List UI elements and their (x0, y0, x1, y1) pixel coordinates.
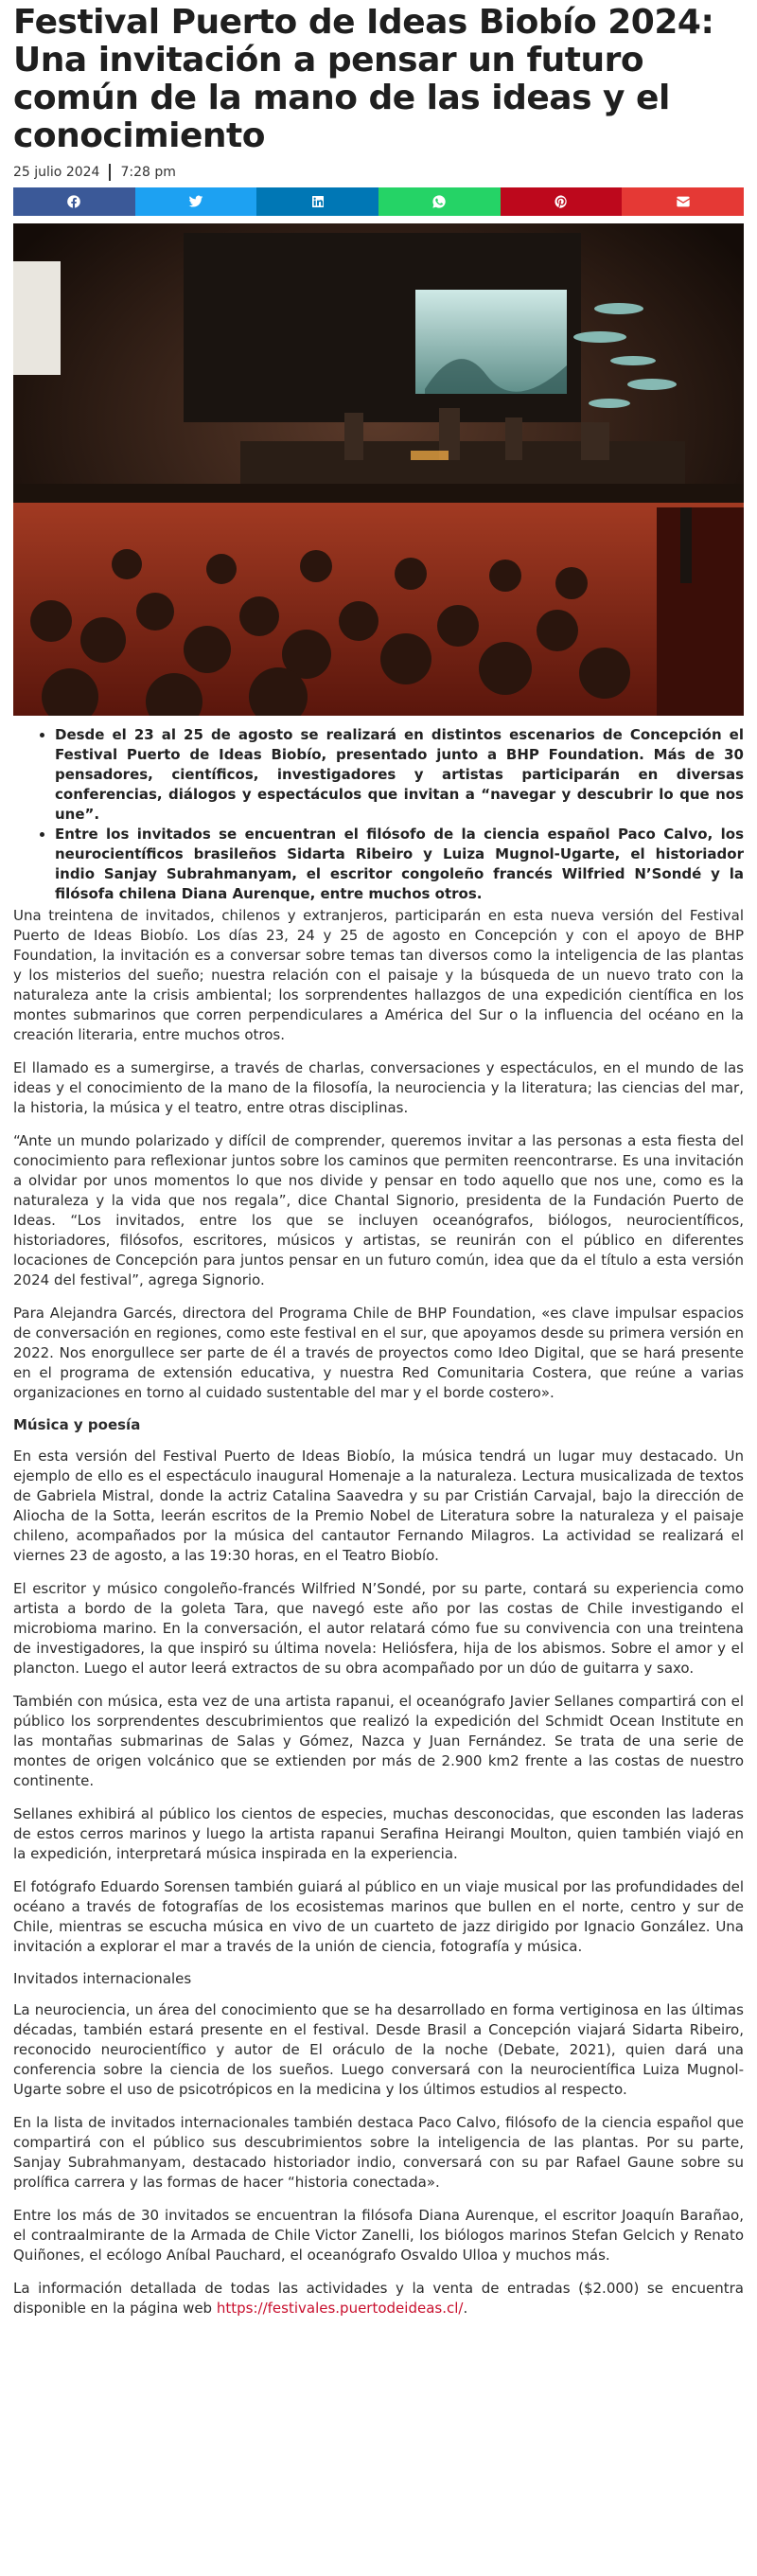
facebook-icon (66, 194, 81, 209)
info-text-end: . (463, 2300, 468, 2317)
festival-website-link[interactable]: https://festivales.puertodeideas.cl/ (216, 2300, 464, 2317)
share-email-button[interactable] (622, 187, 744, 216)
list-item: • Desde el 23 al 25 de agosto se realizará en distintos escenarios de Concepción el Festival Puerto de Ideas Biobío, presentado junto a BHP Foundation. Más de 30 pensadores, científicos, investigadores y artistas participarán en diversas conferencias, diálogos y espectáculos que invitan a “navegar y descubrir lo que nos une”. (55, 725, 744, 825)
share-facebook-button[interactable] (13, 187, 135, 216)
paragraph: El fotógrafo Eduardo Sorensen también guiará al público en un viaje musical por las profundidades del océano a través de fotografías de los ecosistemas marinos que bullen en el norte, centro y sur de Chile, mientras se escucha música en vivo de un cuarteto de jazz dirigido por Ignacio González. Una invitación a explorar el mar a través de la unión de ciencia, fotografía y música. (13, 1878, 744, 1955)
hero-photo (13, 223, 744, 716)
paragraph: “Ante un mundo polarizado y difícil de comprender, queremos invitar a las personas a esta fiesta del conocimiento para reflexionar juntos sobre los caminos que permiten reencontrarse. Es una invitación a olvidar por unos momentos lo que nos divide y pensar en todo aquello que nos une, como es la naturaleza y la vida que nos regala”, dice Chantal Signorio, presidenta de la Fundación Puerto de Ideas. “Los invitados, entre los que se incluyen oceanógrafos, biólogos, neurocientíficos, historiadores, filósofos, escritores, músicos y artistas, se reunirán con el público en diferentes locaciones de Concepción para juntos pensar en un futuro común, idea que da el título a esta versión 2024 del festival”, agrega Signorio. (13, 1132, 744, 1288)
pinterest-icon (554, 194, 569, 209)
paragraph: Para Alejandra Garcés, directora del Programa Chile de BHP Foundation, «es clave impulsar espacios de conversación en regiones, como este festival en el sur, que apoyamos desde su primera versión en 2022. Nos enorgullece ser parte de él a través de proyectos como Ideo Digital, que se hará presente en el programa de extensión educativa, y nuestra Red Comunitaria Costera, que reúne a varias organizaciones en torno al cuidado sustentable del mar y el borde costero». (13, 1305, 744, 1401)
share-whatsapp-button[interactable] (378, 187, 501, 216)
publish-date: 25 julio 2024 (13, 165, 100, 180)
meta-divider (109, 164, 111, 181)
paragraph: En la lista de invitados internacionales también destaca Paco Calvo, filósofo de la ciencia español que compartirá con el público sus descubrimientos sobre la inteligencia de las plantas. Por su parte, Sanjay Subrahmanyam, destacado historiador indio, conversará con su par Rafael Gaune sobre su prolífica carrera y las formas de hacer “historia conectada». (13, 2114, 744, 2191)
share-bar (13, 187, 744, 216)
paragraph: El llamado es a sumergirse, a través de charlas, conversaciones y espectáculos, en el mundo de las ideas y el conocimiento de la mano de la filosofía, la neurociencia y la literatura; las ciencias del mar, la historia, la música y el teatro, entre otras disciplinas. (13, 1059, 744, 1116)
share-pinterest-button[interactable] (501, 187, 623, 216)
paragraph: Entre los más de 30 invitados se encuentran la filósofa Diana Aurenque, el escritor Joaquín Barañao, el contraalmirante de la Armada de Chile Victor Zanelli, los biólogos marinos Stefan Gelcich y Renato Quiñones, el ecólogo Aníbal Pauchard, el oceanógrafo Osvaldo Ulloa y muchos más. (13, 2207, 744, 2264)
email-icon (676, 194, 691, 209)
article-meta (13, 163, 744, 182)
paragraph: La neurociencia, un área del conocimiento que se ha desarrollado en forma vertiginosa en las últimas décadas, también estará presente en el festival. Desde Brasil a Concepción viajará Sidarta Ribeiro, reconocido neurocientífico y autor de El oráculo de la noche (Debate, 2021), quien dará una conferencia sobre la ciencia de los sueños. Luego conversará con la neurocientífica Luiza Mugnol-Ugarte sobre el uso de psicotrópicos en la medicina y los últimos estudios al respecto. (13, 2001, 744, 2098)
paragraph: En esta versión del Festival Puerto de Ideas Biobío, la música tendrá un lugar muy destacado. Un ejemplo de ello es el espectáculo inaugural Homenaje a la naturaleza. Lectura musicalizada de textos de Gabriela Mistral, donde la actriz Catalina Saavedra y su par Cristián Carvajal, bajo la dirección de Aliocha de la Sotta, leerán escritos de la Premio Nobel de Literatura sobre la naturaleza y el paisaje chileno, acompañados por la música del cantautor Fernando Milagros. La actividad se realizará el viernes 23 de agosto, a las 19:30 horas, en el Teatro Biobío. (13, 1448, 744, 1564)
info-text: La información detallada de todas las actividades y la venta de entradas ($2.000) se encuentra disponible en la página web (13, 2280, 744, 2317)
highlights-list (13, 725, 744, 904)
paragraph: Sellanes exhibirá al público los cientos de especies, muchas desconocidas, que esconden las laderas de estos cerros marinos y luego la artista rapanui Serafina Heirangi Moulton, quien también viajó en la expedición, interpretará música inspirada en la experiencia. (13, 1805, 744, 1862)
paragraph-festival-info (13, 2279, 744, 2318)
paragraph: El escritor y músico congoleño-francés Wilfried N’Sondé, por su parte, contará su experiencia como artista a bordo de la goleta Tara, que navegó este año por las costas de Chile investigando el microbioma marino. En la conversación, el autor relatará cómo fue su convivencia con una treintena de investigadores, la que inspiró su última novela: Heliósfera, hija de los abismos. Sobre el amor y el plancton. Luego el autor leerá extractos de su obra acompañado por un dúo de guitarra y saxo. (13, 1580, 744, 1677)
paragraph: También con música, esta vez de una artista rapanui, el oceanógrafo Javier Sellanes compartirá con el público los sorprendentes descubrimientos que realizó la expedición del Schmidt Ocean Institute en las montañas submarinas de Salas y Gómez, Nazca y Juan Fernández. Se trata de una serie de montes de origen volcánico que se extienden por más de 2.900 km2 frente a las costas de nuestro continente. (13, 1693, 744, 1789)
section-heading-international: Invitados internacionales (13, 1970, 192, 1987)
list-item: • Entre los invitados se encuentran el filósofo de la ciencia español Paco Calvo, los neurocientíficos brasileños Sidarta Ribeiro y Luiza Mugnol-Ugarte, el historiador indio Sanjay Subrahmanyam, el escritor congoleño francés Wilfried N’Sondé y la filósofa chilena Diana Aurenque, entre muchos otros. (55, 825, 744, 904)
twitter-icon (188, 194, 203, 209)
section-heading-music: Música y poesía (13, 1416, 141, 1433)
linkedin-icon (310, 194, 326, 209)
whatsapp-icon (431, 194, 447, 209)
article-title: Festival Puerto de Ideas Biobío 2024: Una invitación a pensar un futuro común de la mano de las ideas y el conocimiento (13, 3, 714, 155)
share-twitter-button[interactable] (135, 187, 257, 216)
publish-time: 7:28 pm (120, 165, 176, 180)
concert-stage-illustration (13, 223, 744, 716)
share-linkedin-button[interactable] (256, 187, 378, 216)
paragraph: Una treintena de invitados, chilenos y extranjeros, participarán en esta nueva versión del Festival Puerto de Ideas Biobío. Los días 23, 24 y 25 de agosto en Concepción y con el apoyo de BHP Foundation, la invitación es a conversar sobre temas tan diversos como la inteligencia de las plantas y los misterios del sueño; nuestra relación con el paisaje y la búsqueda de un nuevo trato con la naturaleza ante la crisis ambiental; los sorprendentes hallazgos de una expedición científica en los montes submarinos que corren perpendiculares a América del Sur o la influencia del océano en la creación literaria, entre muchos otros. (13, 907, 744, 1043)
